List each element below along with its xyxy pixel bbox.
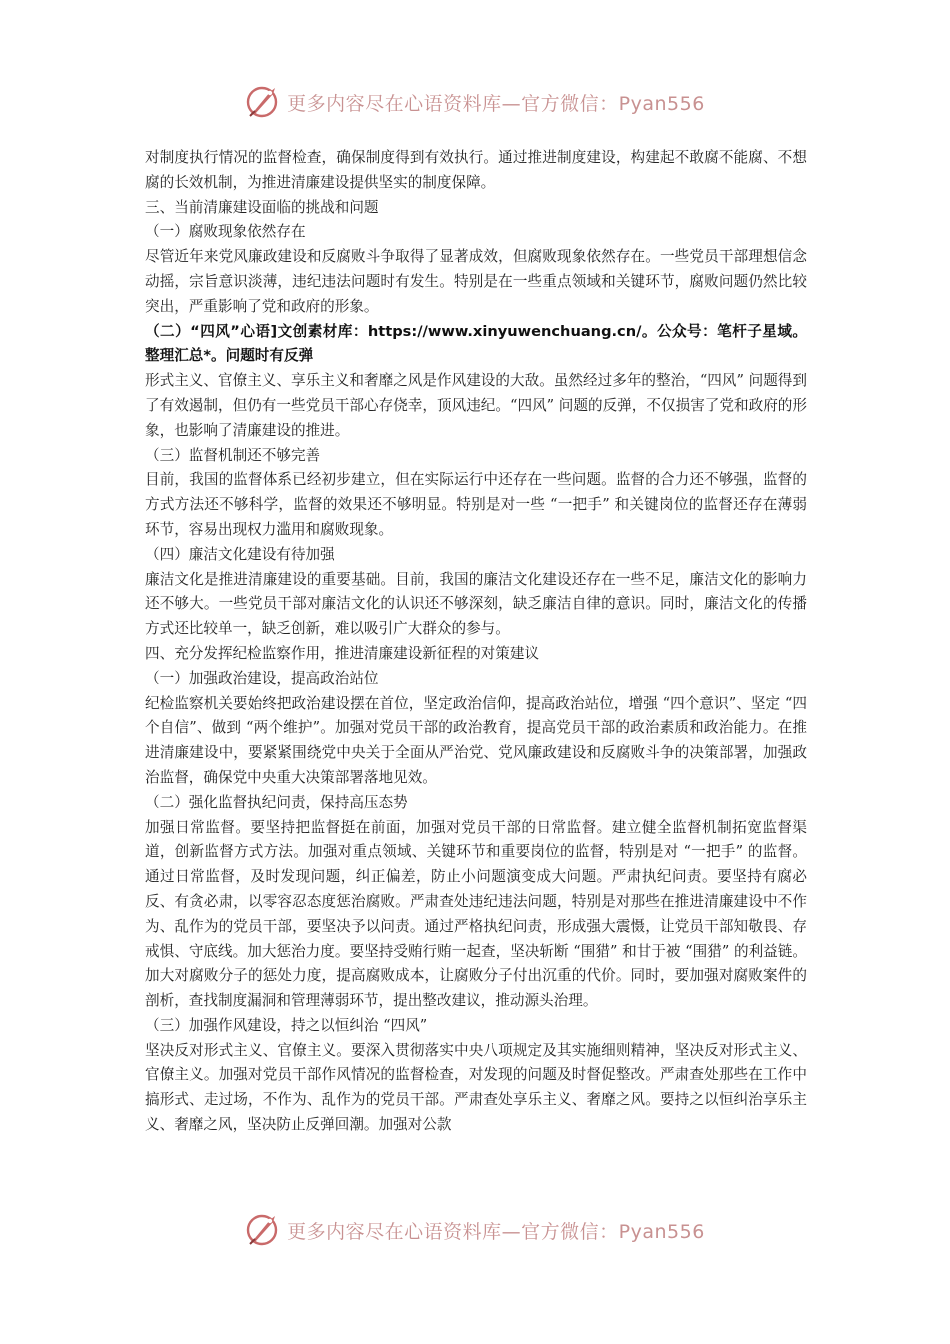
watermark-text: 更多内容尽在心语资料库—官方微信：Pyan556 (287, 92, 705, 115)
subsection-heading: （三）加强作风建设，持之以恒纠治 “四风” (145, 1016, 428, 1034)
footer-watermark-banner (0, 1208, 950, 1252)
paragraph: 纪检监察机关要始终把政治建设摆在首位，坚定政治信仰，提高政治站位，增强 “四个意识”、坚定 “四个自信”、做到 “两个维护”。加强对党员干部的政治教育，提高党员干部的政治素质和政治能力。在推进清廉建设中，要紧紧围绕党中央关于全面从严治党、党风廉政建设和反腐败斗争的决策部署，加强政治监督，确保党中央重大决策部署落地见效。 (145, 694, 807, 786)
paragraph: 加强日常监督。要坚持把监督挺在前面，加强对党员干部的日常监督。建立健全监督机制拓宽监督渠道，创新监督方式方法。加强对重点领域、关键环节和重要岗位的监督，特别是对 “一把手” 的监督。通过日常监督，及时发现问题，纠正偏差，防止小问题演变成大问题。严肃执纪问责。要坚持有腐必反、有贪必肃，以零容忍态度惩治腐败。严肃查处违纪违法问题，特别是对那些在推进清廉建设中不作为、乱作为的党员干部，要坚决予以问责。通过严格执纪问责，形成强大震慑，让党员干部知敬畏、存戒惧、守底线。加大惩治力度。要坚持受贿行贿一起查，坚决斩断 “围猎” 和甘于被 “围猎” 的利益链。加大对腐败分子的惩处力度，提高腐败成本，让腐败分子付出沉重的代价。同时，要加强对腐败案件的剖析，查找制度漏洞和管理薄弱环节，提出整改建议，推动源头治理。 (145, 818, 807, 1010)
watermark-subheading: （二）“四风”心语]文创素材库：https://www.xinyuwenchuang.cn/。公众号：笔杆子星域。整理汇总*。问题时有反弹 (145, 322, 807, 365)
section-heading: 四、充分发挥纪检监察作用，推进清廉建设新征程的对策建议 (145, 644, 540, 662)
subsection-heading: （三）监督机制还不够完善 (145, 446, 321, 464)
document-body (145, 146, 807, 1138)
quill-pen-logo-icon (245, 84, 281, 120)
quill-pen-logo-icon (245, 1212, 281, 1248)
paragraph: 对制度执行情况的监督检查，确保制度得到有效执行。通过推进制度建设，构建起不敢腐不能腐、不想腐的长效机制，为推进清廉建设提供坚实的制度保障。 (145, 149, 807, 191)
paragraph: 坚决反对形式主义、官僚主义。要深入贯彻落实中央八项规定及其实施细则精神，坚决反对形式主义、官僚主义。加强对党员干部作风情况的监督检查，对发现的问题及时督促整改。严肃查处那些在工作中搞形式、走过场，不作为、乱作为的党员干部。严肃查处享乐主义、奢靡之风。要持之以恒纠治享乐主义、奢靡之风，坚决防止反弹回潮。加强对公款 (145, 1041, 807, 1134)
watermark-text: 更多内容尽在心语资料库—官方微信：Pyan556 (287, 1220, 705, 1243)
paragraph: 目前，我国的监督体系已经初步建立，但在实际运行中还存在一些问题。监督的合力还不够强，监督的方式方法还不够科学，监督的效果还不够明显。特别是对一些 “一把手” 和关键岗位的监督还存在薄弱环节，容易出现权力滥用和腐败现象。 (145, 471, 807, 538)
subsection-heading: （一）腐败现象依然存在 (145, 223, 306, 241)
paragraph: 形式主义、官僚主义、享乐主义和奢靡之风是作风建设的大敌。虽然经过多年的整治，“四风” 问题得到了有效遏制，但仍有一些党员干部心存侥幸，顶风违纪。“四风” 问题的反弹，不仅损害了党和政府的形象，也影响了清廉建设的推进。 (145, 372, 807, 439)
header-watermark-banner (0, 80, 950, 124)
subsection-heading: （一）加强政治建设，提高政治站位 (145, 669, 379, 687)
paragraph: 廉洁文化是推进清廉建设的重要基础。目前，我国的廉洁文化建设还存在一些不足，廉洁文化的影响力还不够大。一些党员干部对廉洁文化的认识还不够深刻，缺乏廉洁自律的意识。同时，廉洁文化的传播方式还比较单一，缺乏创新，难以吸引广大群众的参与。 (145, 570, 807, 638)
subsection-heading: （四）廉洁文化建设有待加强 (145, 545, 335, 563)
section-heading: 三、当前清廉建设面临的挑战和问题 (145, 198, 379, 216)
paragraph: 尽管近年来党风廉政建设和反腐败斗争取得了显著成效，但腐败现象依然存在。一些党员干部理想信念动摇，宗旨意识淡薄，违纪违法问题时有发生。特别是在一些重点领域和关键环节，腐败问题仍然比较突出，严重影响了党和政府的形象。 (145, 248, 807, 315)
subsection-heading: （二）强化监督执纪问责，保持高压态势 (145, 793, 408, 811)
